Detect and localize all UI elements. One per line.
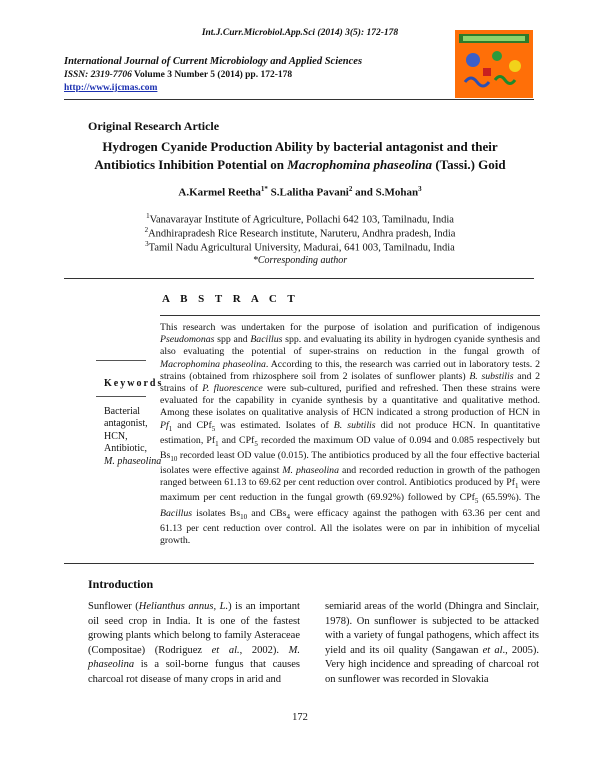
affiliation-3: $^3$Tamil Nadu Agricultural University, Madurai, 641 003, Tamilnadu, India <box>145 240 455 254</box>
journal-name: International Journal of Current Microbiology and Applied Sciences <box>64 56 363 67</box>
affiliation-1: $^1$Vanavarayar Institute of Agriculture, Pollachi 642 103, Tamilnadu, India <box>146 212 454 226</box>
page-number: 172 <box>292 712 308 723</box>
author-1: A.Karmel Reetha <box>178 186 261 199</box>
journal-cover-image <box>455 30 533 98</box>
keyword-item: antagonist, <box>104 418 148 429</box>
author-2: S.Lalitha Pavani <box>267 186 349 199</box>
issn-label: ISSN: 2319-7706 <box>64 70 132 80</box>
keywords-divider <box>96 360 146 361</box>
corresponding-author-note: *Corresponding author <box>252 255 348 266</box>
affiliation-2: $^2$Andhirapradesh Rice Research institute, Naruteru, Andhra pradesh, India <box>144 226 456 240</box>
journal-issn <box>64 70 292 80</box>
intro-column-left: Sunflower (Helianthus annus, L.) is an important oil seed crop in India. It is one of the fastest growing plants which belong to family Asteraceae (Compositae) (Rodriguez et al., 2002). M. phaseolina is a soil-borne fungus that causes charcoal rot disease of many crops in arid and <box>88 601 301 685</box>
title-line-2: Antibiotics Inhibition Potential on Macrophomina phaseolina (Tassi.) Goid <box>94 157 506 172</box>
introduction-heading: Introduction <box>88 577 154 591</box>
title-line-1: Hydrogen Cyanide Production Ability by bacterial antagonist and their <box>102 139 498 154</box>
keywords-heading: Keywords <box>104 378 164 389</box>
header-divider <box>64 99 534 100</box>
running-head: Int.J.Curr.Microbiol.App.Sci (2014) 3(5): 172-178 <box>201 28 399 38</box>
author-list: A.Karmel Reetha$^{1*}$ S.Lalitha Pavani$^2$ and S.Mohan$^3$ <box>178 185 422 199</box>
abstract-text: This research was undertaken for the purpose of isolation and purification of indigenous Pseudomonas spp and Bacillus spp. and evaluating its ability in hydrogen cyanide synthesis and also evaluating the potential of super-strains on reduction in the fungal growth of Macrophomina phaseolina. According to this, the research was carried out in laboratory tests. 2 strains (obtained from rhizosphere soil from 2 isolates of sunflower plants) B. substilis and 2 strains of P. fluorescence were sub-cultured, purified and refreshed. Then these strains were evaluated for the capability in cyanide synthesis by a quantitative and qualitative method. Among these isolates on qualitative analysis of HCN indicated a strong production of HCN in $Pf_1$ and CPf$_5$ was estimated. Isolates of B. subtilis did not produce HCN. In quantitative estimation, $Pf_1$ and CPf$_5$ recorded the maximum OD value of 0.094 and 0.085 respectively but $Bs_{10}$ recorded least OD value (0.015). The antibiotics produced by all the four effective bacterial isolates were effective against M. phaseolina and recorded reduction in growth of the pathogen ranged between 61.13 to 69.62 per cent reduction over control. Antibiotics produced by $Pf_1$ were maximum per cent reduction in the fungal growth (69.92%) followed by CPf$_5$ (65.59%). The Bacillus isolates $Bs_{10}$ and CBs$_4$ were efficacy against the pathogen with 63.36 per cent and 61.13 per cent reduction over control. All the isolates were on par in inhibition of mycelial growth. <box>160 322 541 546</box>
keywords-heading-divider <box>96 396 146 397</box>
issn-details: Volume 3 Number 5 (2014) pp. 172-178 <box>131 70 293 80</box>
keyword-item: Bacterial <box>104 406 141 417</box>
keyword-item: Antibiotic, <box>104 443 148 454</box>
abstract-heading: A B S T R A C T <box>162 293 299 305</box>
keyword-item: M. phaseolina <box>104 456 162 467</box>
author-3: and S.Mohan <box>352 186 419 199</box>
paper-title <box>60 138 540 174</box>
article-type: Original Research Article <box>88 119 220 133</box>
abstract-bottom-divider <box>64 563 534 564</box>
abstract-top-divider <box>64 278 534 279</box>
abstract-heading-divider <box>160 315 540 316</box>
intro-column-right: semiarid areas of the world (Dhingra and Sinclair, 1978). On sunflower is subjected to be attacked with a variety of fungal pathogens, which affect its yield and its oil quality (Sangawan et al., 2005). Very high incidence and spreading of charcoal rot on sunflower was recorded in Slovakia <box>325 601 539 685</box>
keyword-item: HCN, <box>104 431 128 442</box>
journal-url-link[interactable]: http://www.ijcmas.com <box>64 83 158 93</box>
